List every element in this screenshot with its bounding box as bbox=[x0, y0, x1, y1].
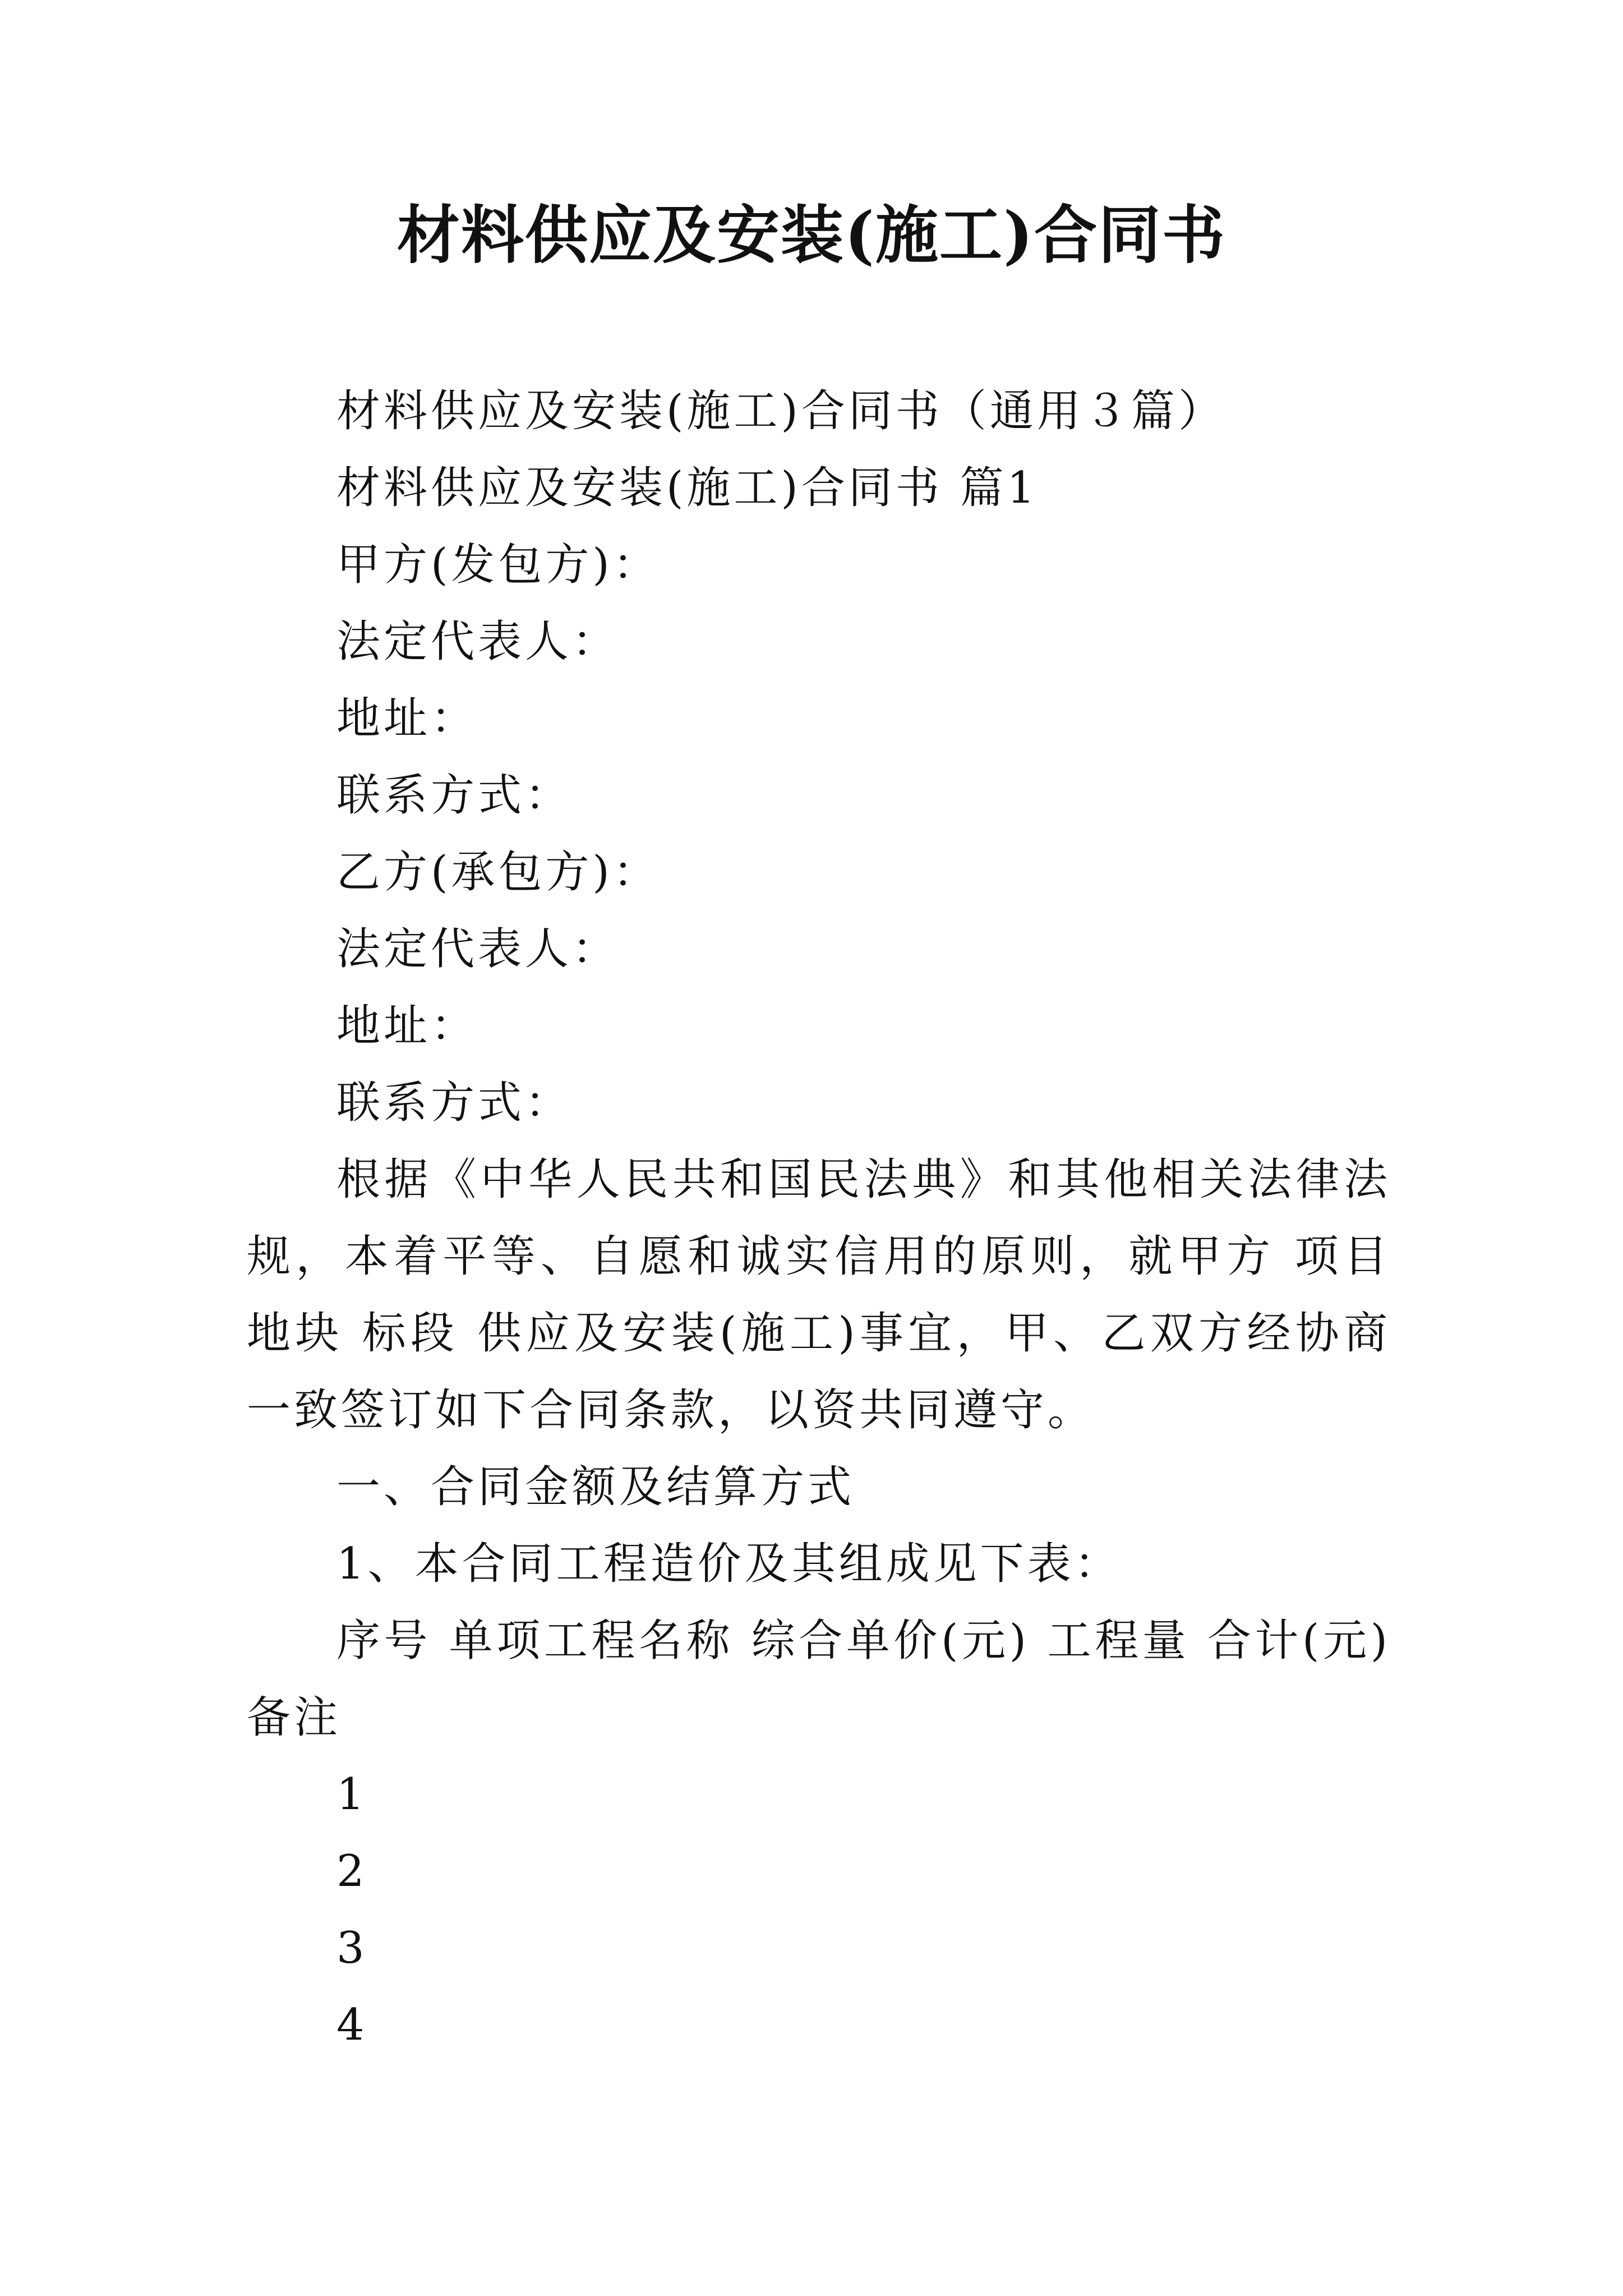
section-heading: 一、合同金额及结算方式 bbox=[336, 1462, 855, 1512]
party-b-address: 地址： bbox=[336, 1001, 478, 1051]
table-row-number: 2 bbox=[336, 1846, 368, 1897]
table-row-number: 3 bbox=[336, 1923, 368, 1973]
clause-item: 1、本合同工程造价及其组成见下表： bbox=[336, 1539, 1122, 1589]
preamble-paragraph: 根据《中华人民共和国民法典》和其他相关法律法规，本着平等、自愿和诚实信用的原则，就甲方 项目 地块 标段 供应及安装(施工)事宜，甲、乙双方经协商一致签订如下合同条款，以资共同遵守。 bbox=[247, 1154, 1391, 1435]
party-a-label: 甲方(发包方)： bbox=[336, 540, 660, 590]
document-title: 材料供应及安装(施工)合同书 bbox=[397, 199, 1226, 272]
table-row-number: 1 bbox=[336, 1769, 368, 1820]
party-b-representative: 法定代表人： bbox=[336, 924, 620, 974]
party-b-label: 乙方(承包方)： bbox=[336, 847, 660, 898]
article-heading: 材料供应及安装(施工)合同书 篇1 bbox=[336, 463, 1039, 513]
document-body bbox=[247, 373, 1391, 2064]
table-header-line: 序号 单项工程名称 综合单价(元) 工程量 合计(元) 备注 bbox=[247, 1616, 1391, 1743]
party-a-representative: 法定代表人： bbox=[336, 616, 620, 667]
party-b-contact: 联系方式： bbox=[336, 1078, 573, 1128]
subtitle-line: 材料供应及安装(施工)合同书（通用３篇） bbox=[336, 386, 1225, 436]
party-a-contact: 联系方式： bbox=[336, 770, 573, 821]
table-row-number: 4 bbox=[336, 2000, 368, 2050]
party-a-address: 地址： bbox=[336, 693, 478, 744]
